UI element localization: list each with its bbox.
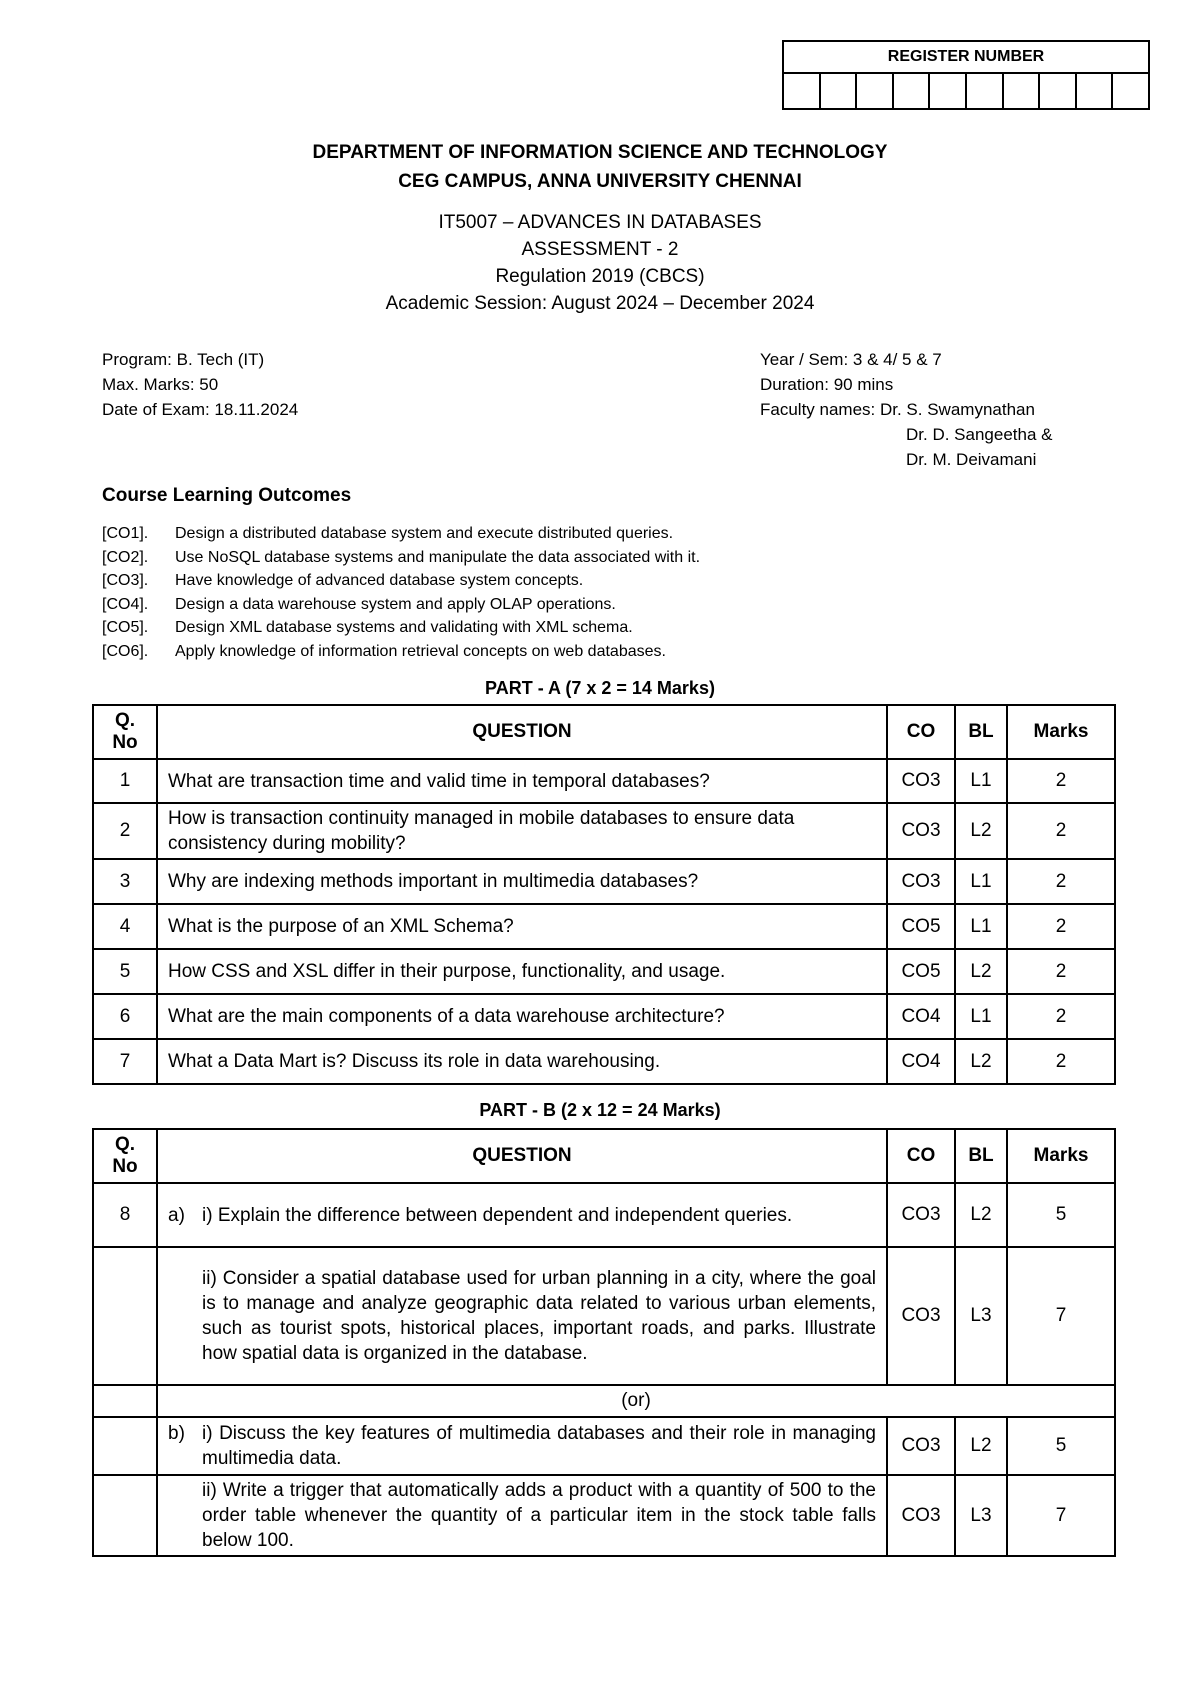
department-heading bbox=[0, 138, 1200, 196]
register-cell bbox=[892, 74, 929, 108]
header-qno: Q. No bbox=[93, 1129, 157, 1183]
clo-item bbox=[102, 522, 700, 546]
clo-code: [CO1]. bbox=[102, 525, 149, 542]
header-qno: Q. No bbox=[93, 705, 157, 759]
question-co: CO4 bbox=[887, 1039, 955, 1084]
register-cell bbox=[784, 74, 819, 108]
question-text: What is the purpose of an XML Schema? bbox=[157, 904, 887, 949]
clo-item bbox=[102, 593, 700, 617]
question-marks: 2 bbox=[1007, 759, 1115, 803]
question-co: CO3 bbox=[887, 1475, 955, 1556]
register-cell bbox=[1075, 74, 1112, 108]
clo-code: [CO2]. bbox=[102, 548, 149, 566]
assessment-title: ASSESSMENT - 2 bbox=[521, 239, 679, 260]
question-co: CO3 bbox=[887, 759, 955, 803]
table-row bbox=[93, 859, 1115, 904]
faculty-names: Faculty names: Dr. S. Swamynathan bbox=[760, 400, 1035, 419]
sub-question-text: i) Explain the difference between dependent and independent queries. bbox=[202, 1204, 793, 1226]
header-co: CO bbox=[887, 1129, 955, 1183]
clo-text: Design a data warehouse system and apply OLAP operations. bbox=[175, 595, 616, 613]
exam-date: Date of Exam: 18.11.2024 bbox=[102, 400, 299, 419]
table-row bbox=[93, 1475, 1115, 1556]
max-marks: Max. Marks: 50 bbox=[102, 375, 219, 394]
question-bl: L2 bbox=[955, 1183, 1007, 1247]
campus-name: CEG CAMPUS, ANNA UNIVERSITY CHENNAI bbox=[398, 171, 802, 192]
part-b-title: PART - B (2 x 12 = 24 Marks) bbox=[479, 1100, 721, 1120]
question-text bbox=[157, 1247, 887, 1385]
question-text bbox=[157, 1417, 887, 1475]
question-marks: 7 bbox=[1007, 1247, 1115, 1385]
question-bl: L3 bbox=[955, 1475, 1007, 1556]
clo-text: Design a distributed database system and execute distributed queries. bbox=[175, 525, 674, 542]
program: Program: B. Tech (IT) bbox=[102, 350, 265, 369]
register-number-label: REGISTER NUMBER bbox=[784, 42, 1148, 74]
faculty-name: Dr. M. Deivamani bbox=[906, 450, 1037, 469]
question-number-empty bbox=[93, 1417, 157, 1475]
faculty-name: Dr. D. Sangeetha & bbox=[906, 425, 1053, 444]
exam-info-right bbox=[760, 347, 1052, 472]
question-text: What are the main components of a data warehouse architecture? bbox=[157, 994, 887, 1039]
part-a-title: PART - A (7 x 2 = 14 Marks) bbox=[485, 678, 715, 698]
clo-item bbox=[102, 546, 700, 570]
question-text: What a Data Mart is? Discuss its role in data warehousing. bbox=[157, 1039, 887, 1084]
table-row bbox=[93, 759, 1115, 803]
table-row bbox=[93, 803, 1115, 859]
part-a-table bbox=[92, 704, 1116, 1085]
option-label: b) bbox=[168, 1423, 185, 1444]
sub-question-text: i) Discuss the key features of multimedia databases and their role in managing multimedia data. bbox=[202, 1423, 876, 1469]
or-separator: (or) bbox=[157, 1385, 1115, 1417]
header-question: QUESTION bbox=[157, 1129, 887, 1183]
question-text: Why are indexing methods important in multimedia databases? bbox=[157, 859, 887, 904]
clo-text: Design XML database systems and validating with XML schema. bbox=[175, 619, 633, 636]
question-bl: L1 bbox=[955, 994, 1007, 1039]
question-bl: L1 bbox=[955, 859, 1007, 904]
question-bl: L2 bbox=[955, 1039, 1007, 1084]
duration: Duration: 90 mins bbox=[760, 375, 894, 394]
sub-question-text: ii) Consider a spatial database used for urban planning in a city, where the goal is to manage and analyze geographic data related to various urban elements, such as tourist spots, historical places, important roads, and parks. Illustrate how spatial data is organized in the database. bbox=[202, 1268, 876, 1364]
header-marks: Marks bbox=[1007, 1129, 1115, 1183]
question-number: 2 bbox=[93, 803, 157, 859]
exam-info-left bbox=[102, 347, 298, 422]
header-bl: BL bbox=[955, 705, 1007, 759]
question-bl: L2 bbox=[955, 803, 1007, 859]
question-number: 6 bbox=[93, 994, 157, 1039]
regulation: Regulation 2019 (CBCS) bbox=[495, 266, 705, 287]
question-co: CO4 bbox=[887, 994, 955, 1039]
header-co: CO bbox=[887, 705, 955, 759]
question-co: CO3 bbox=[887, 1247, 955, 1385]
question-number-empty bbox=[93, 1247, 157, 1385]
year-sem: Year / Sem: 3 & 4/ 5 & 7 bbox=[760, 350, 942, 369]
question-co: CO3 bbox=[887, 1417, 955, 1475]
question-number: 8 bbox=[93, 1183, 157, 1247]
table-header-row bbox=[93, 1129, 1115, 1183]
header-question: QUESTION bbox=[157, 705, 887, 759]
question-text bbox=[157, 1183, 887, 1247]
header-marks: Marks bbox=[1007, 705, 1115, 759]
clo-item bbox=[102, 640, 700, 664]
question-number: 5 bbox=[93, 949, 157, 994]
register-cell bbox=[1002, 74, 1039, 108]
question-marks: 5 bbox=[1007, 1417, 1115, 1475]
option-label: a) bbox=[168, 1204, 185, 1226]
sub-question-text: ii) Write a trigger that automatically adds a product with a quantity of 500 to the order table whenever the quantity of a particular item in the stock table falls below 100. bbox=[202, 1480, 876, 1551]
register-cell bbox=[1038, 74, 1075, 108]
question-number: 1 bbox=[93, 759, 157, 803]
header-bl: BL bbox=[955, 1129, 1007, 1183]
academic-session: Academic Session: August 2024 – December 2024 bbox=[385, 293, 815, 314]
clo-text: Use NoSQL database systems and manipulate the data associated with it. bbox=[175, 548, 701, 566]
question-co: CO3 bbox=[887, 803, 955, 859]
clo-code: [CO3]. bbox=[102, 572, 149, 589]
question-text bbox=[157, 1475, 887, 1556]
table-row bbox=[93, 904, 1115, 949]
clo-text: Apply knowledge of information retrieval concepts on web databases. bbox=[175, 642, 666, 660]
clo-item bbox=[102, 569, 700, 593]
question-number: 4 bbox=[93, 904, 157, 949]
question-marks: 7 bbox=[1007, 1475, 1115, 1556]
table-row bbox=[93, 949, 1115, 994]
question-text: How CSS and XSL differ in their purpose, functionality, and usage. bbox=[157, 949, 887, 994]
question-bl: L3 bbox=[955, 1247, 1007, 1385]
question-bl: L1 bbox=[955, 904, 1007, 949]
question-number-empty bbox=[93, 1475, 157, 1556]
course-title: IT5007 – ADVANCES IN DATABASES bbox=[438, 212, 762, 233]
question-text: What are transaction time and valid time in temporal databases? bbox=[157, 759, 887, 803]
table-row bbox=[93, 1417, 1115, 1475]
question-marks: 2 bbox=[1007, 1039, 1115, 1084]
question-number: 3 bbox=[93, 859, 157, 904]
question-co: CO5 bbox=[887, 904, 955, 949]
clo-code: [CO6]. bbox=[102, 642, 149, 660]
question-marks: 5 bbox=[1007, 1183, 1115, 1247]
question-bl: L1 bbox=[955, 759, 1007, 803]
register-cell bbox=[965, 74, 1002, 108]
table-row bbox=[93, 1183, 1115, 1247]
question-text: How is transaction continuity managed in mobile databases to ensure data consistency during mobility? bbox=[157, 803, 887, 859]
clo-text: Have knowledge of advanced database system concepts. bbox=[175, 572, 584, 589]
question-bl: L2 bbox=[955, 949, 1007, 994]
question-marks: 2 bbox=[1007, 994, 1115, 1039]
register-number-box bbox=[782, 40, 1150, 110]
register-cell bbox=[855, 74, 892, 108]
part-b-table bbox=[92, 1128, 1116, 1557]
register-number-cells bbox=[784, 74, 1148, 108]
table-row bbox=[93, 1039, 1115, 1084]
question-co: CO3 bbox=[887, 859, 955, 904]
clo-code: [CO5]. bbox=[102, 619, 149, 636]
question-bl: L2 bbox=[955, 1417, 1007, 1475]
clo-list bbox=[102, 522, 700, 663]
course-heading bbox=[0, 209, 1200, 317]
clo-title: Course Learning Outcomes bbox=[102, 485, 352, 506]
register-cell bbox=[928, 74, 965, 108]
question-co: CO5 bbox=[887, 949, 955, 994]
question-marks: 2 bbox=[1007, 949, 1115, 994]
clo-code: [CO4]. bbox=[102, 595, 149, 613]
table-row bbox=[93, 1247, 1115, 1385]
question-marks: 2 bbox=[1007, 904, 1115, 949]
question-marks: 2 bbox=[1007, 803, 1115, 859]
table-row bbox=[93, 994, 1115, 1039]
department-name: DEPARTMENT OF INFORMATION SCIENCE AND TECHNOLOGY bbox=[312, 142, 888, 163]
register-cell bbox=[1111, 74, 1148, 108]
clo-item bbox=[102, 616, 700, 640]
question-co: CO3 bbox=[887, 1183, 955, 1247]
register-cell bbox=[819, 74, 856, 108]
table-row-or bbox=[93, 1385, 1115, 1417]
question-marks: 2 bbox=[1007, 859, 1115, 904]
table-header-row bbox=[93, 705, 1115, 759]
question-number: 7 bbox=[93, 1039, 157, 1084]
question-number-empty bbox=[93, 1385, 157, 1417]
